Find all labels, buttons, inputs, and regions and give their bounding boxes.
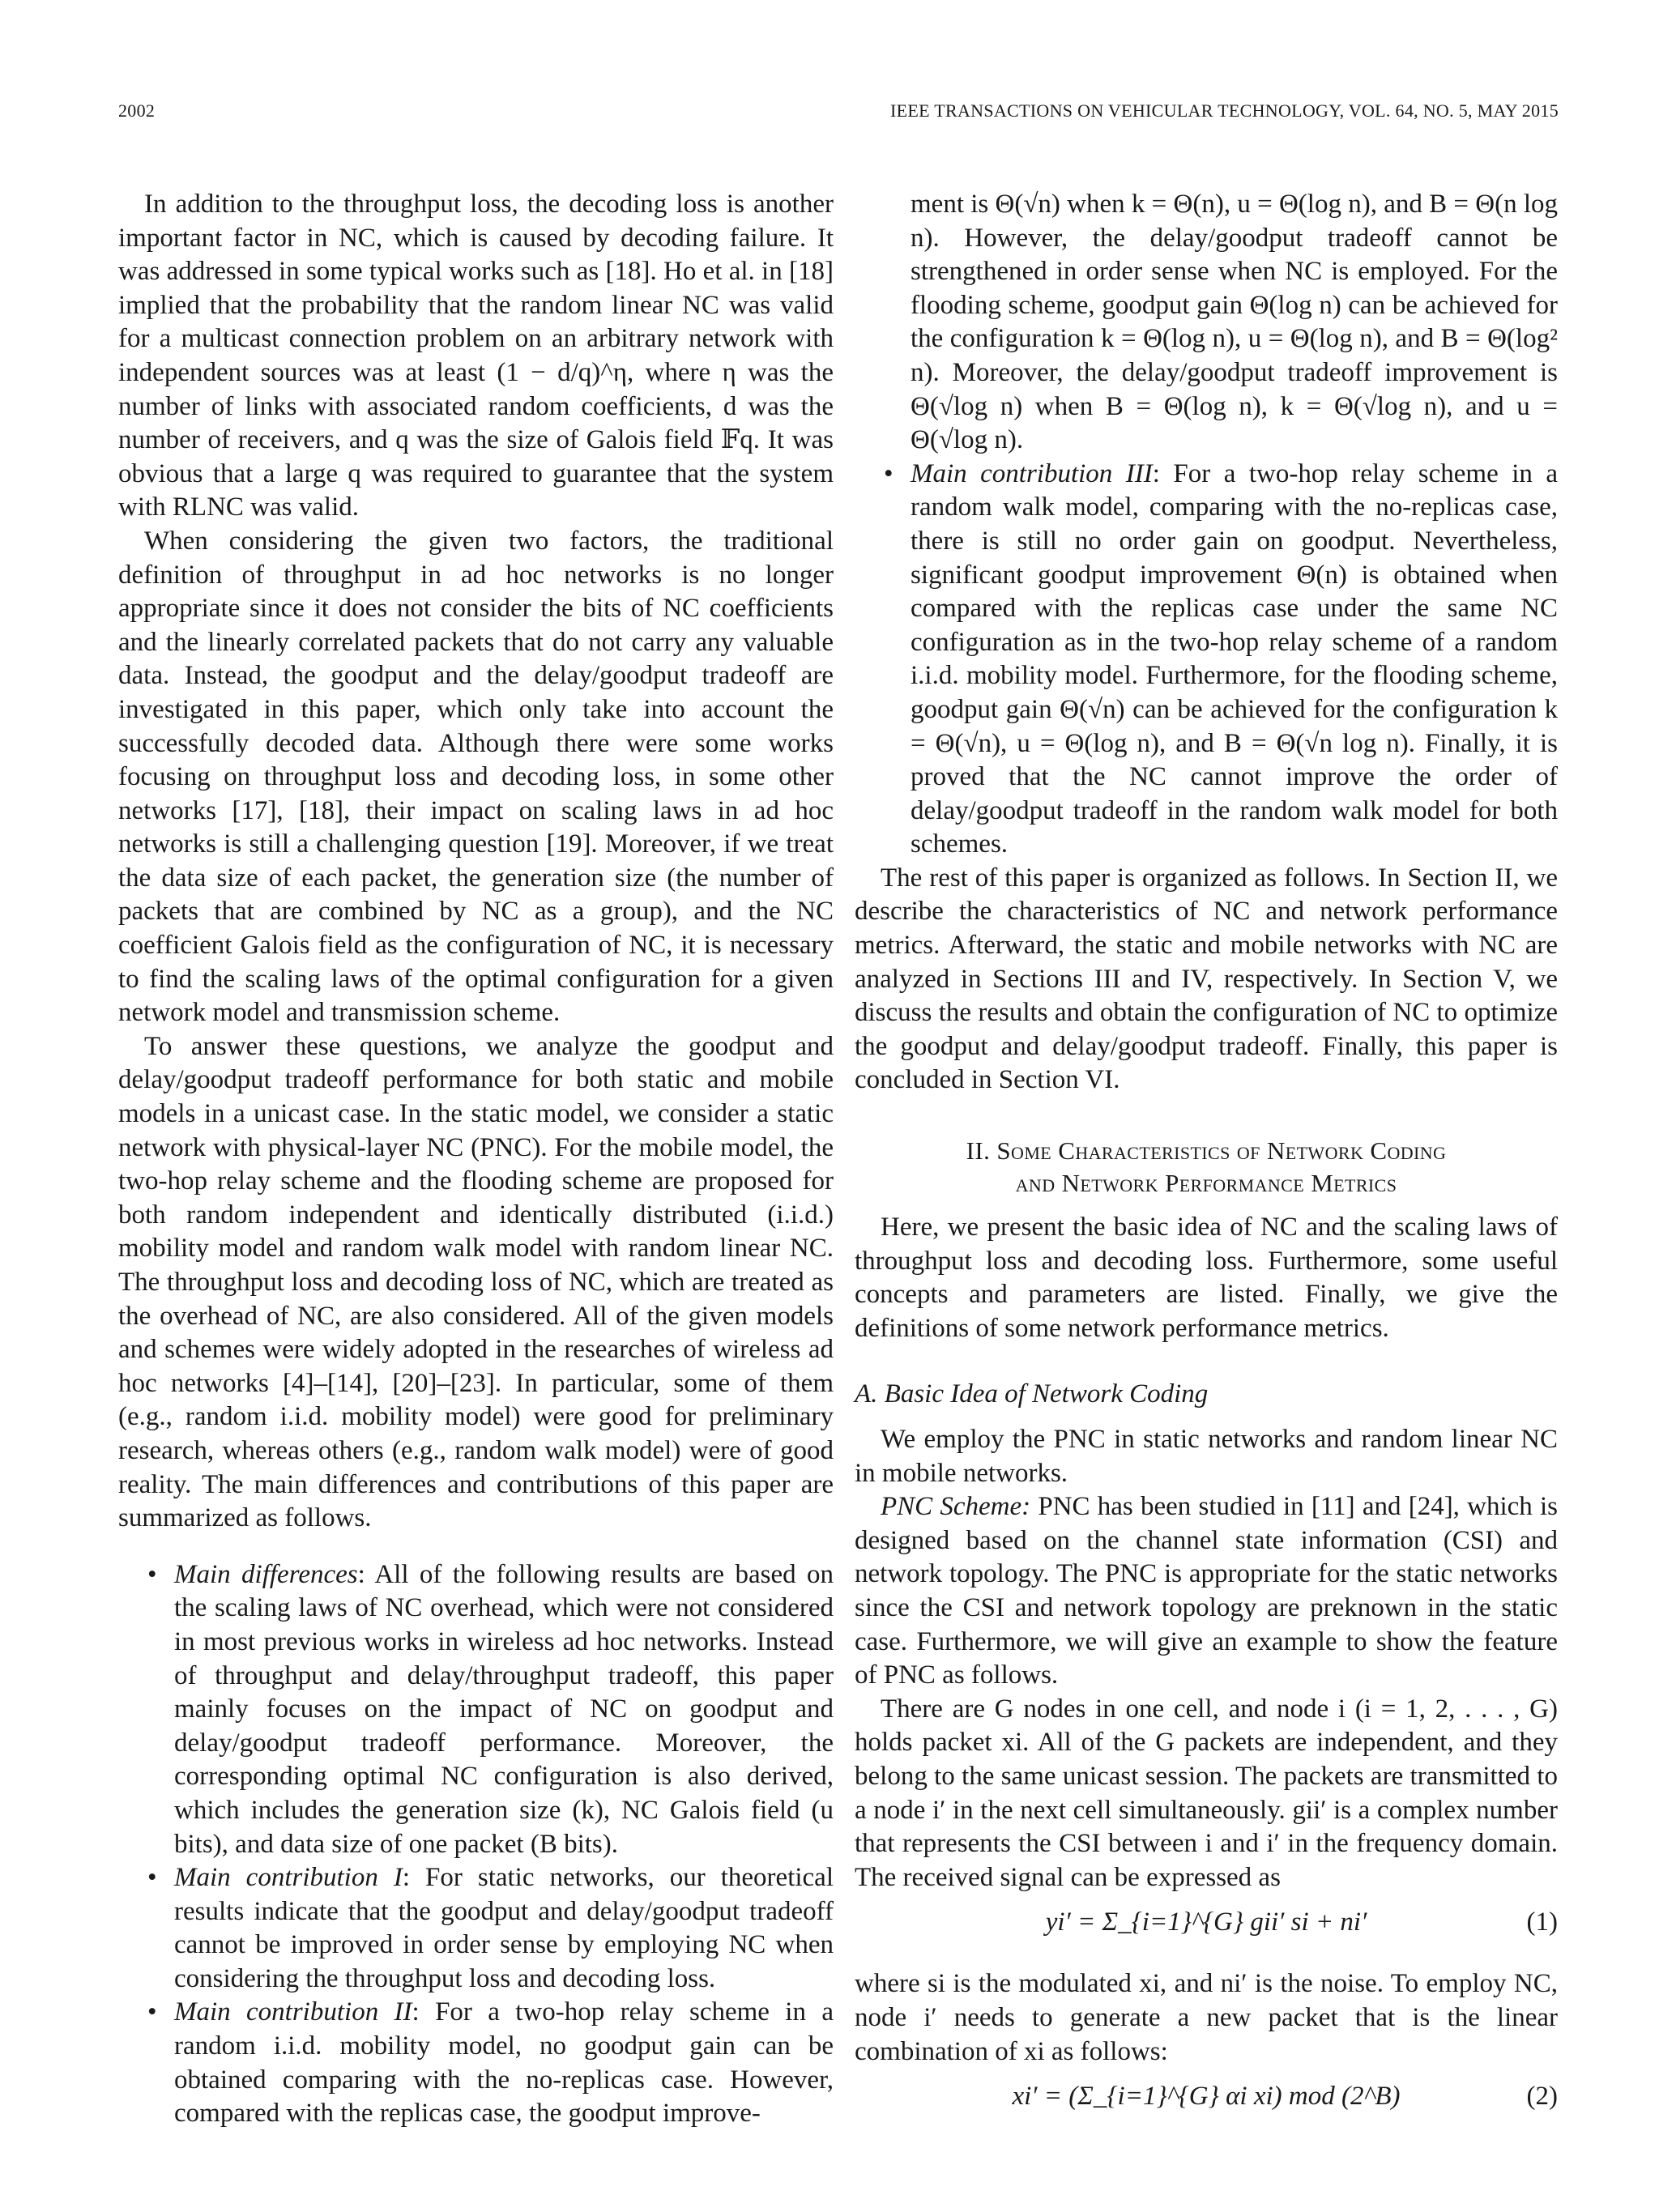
subsection-heading: A. Basic Idea of Network Coding: [855, 1379, 1209, 1409]
pnc-label: PNC Scheme:: [881, 1492, 1031, 1522]
list-item-contribution-2-continued: ment is Θ(√n) when k = Θ(n), u = Θ(log n), and B = Θ(n log n). However, the delay/goodput tradeoff cannot be strengthened in order sense when NC is employed. For the flooding scheme, goodput gain Θ(log n) can be achieved for the configuration k = Θ(log n), u = Θ(log n), and B = Θ(log² n). Moreover, the delay/goodput tradeoff improvement is Θ(√log n) when B = Θ(log n), k = Θ(√log n), and u = Θ(√log n).: [911, 190, 1558, 455]
bullet-text: : For a two-hop relay scheme in a random i.i.d. mobility model, no goodput gain can be obtained comparing with the no-replicas case. However, compared with the replicas case, the goodput improve-: [174, 1997, 834, 2129]
list-item-contribution-2: [118, 1996, 834, 2130]
paragraph-answer-questions: To answer these questions, we analyze the goodput and delay/goodput tradeoff performance for both static and mobile models in a unicast case. In the static model, we consider a static network with physical-layer NC (PNC). For the mobile model, the two-hop relay scheme and the flooding scheme are proposed for both random independent and identically distributed (i.i.d.) mobility model and random walk model with random linear NC. The throughput loss and decoding loss of NC, which are treated as the overhead of NC, are also considered. All of the given models and schemes were widely adopted in the researches of wireless ad hoc networks [4]–[14], [20]–[23]. In particular, some of them (e.g., random i.i.d. mobility model) were good for preliminary research, whereas others (e.g., random walk model) were of good reality. The main differences and contributions of this paper are summarized as follows.: [118, 1031, 834, 1533]
bullet-icon: •: [884, 458, 893, 488]
section-heading-line-2: and Network Performance Metrics: [1015, 1169, 1397, 1198]
equation-1-body: yi′ = Σ_{i=1}^{G} gii′ si + ni′: [1045, 1907, 1367, 1937]
bullet-text: : All of the following results are based on the scaling laws of NC overhead, which were not considered in most previous works in wireless ad hoc networks. Instead of throughput and delay/throughput tradeoff, this paper mainly focuses on the impact of NC on goodput and delay/goodput tradeoff performance. Moreover, the corresponding optimal NC configuration is also derived, which includes the generation size (k), NC Galois field (u bits), and data size of one packet (B bits).: [174, 1559, 834, 1859]
bullet-label: Main contribution I: [174, 1863, 403, 1893]
bullet-label: Main differences: [174, 1559, 358, 1589]
bullet-icon: •: [147, 1863, 157, 1893]
list-item-contribution-1: [118, 1861, 834, 1996]
pnc-text: PNC has been studied in [11] and [24], which is designed based on the channel state information (CSI) and network topology. The PNC is appropriate for the static networks since the CSI and network topology are preknown in the static case. Furthermore, we will give an example to show the feature of PNC as follows.: [855, 1492, 1559, 1690]
equation-1-number: (1): [1526, 1907, 1558, 1937]
section-heading-line-1: II. Some Characteristics of Network Coding: [966, 1136, 1447, 1166]
paragraph-where: where si is the modulated xi, and ni′ is the noise. To employ NC, node i′ needs to generate a new packet that is the linear combination of xi as follows:: [855, 1969, 1558, 2066]
bullet-icon: •: [147, 1997, 157, 2027]
left-column: [118, 188, 834, 2131]
equation-2-number: (2): [1526, 2082, 1558, 2112]
page-number: 2002: [118, 100, 156, 121]
paragraph-decoding-loss: In addition to the throughput loss, the decoding loss is another important factor in NC, which is caused by decoding failure. It was addressed in some typical works such as [18]. Ho et al. in [18] implied that the probability that the random linear NC was valid for a multicast connection problem on an arbitrary network with independent sources was at least (1 − d/q)^η, where η was the number of links with associated random coefficients, d was the number of receivers, and q was the size of Galois field 𝔽q. It was obvious that a large q was required to guarantee that the system with RLNC was valid.: [118, 190, 834, 522]
paragraph-nodes: There are G nodes in one cell, and node i (i = 1, 2, . . . , G) holds packet xi. All of the G packets are independent, and they belong to the same unicast session. The packets are transmitted to a node i′ in the next cell simultaneously. gii′ is a complex number that represents the CSI between i and i′ in the frequency domain. The received signal can be expressed as: [855, 1694, 1558, 1892]
paragraph-organization: The rest of this paper is organized as follows. In Section II, we describe the characteristics of NC and network performance metrics. Afterward, the static and mobile networks with NC are analyzed in Sections III and IV, respectively. In Section V, we discuss the results and obtain the configuration of NC to optimize the goodput and delay/goodput tradeoff. Finally, this paper is concluded in Section VI.: [855, 863, 1558, 1095]
list-item-main-differences: [118, 1558, 834, 1861]
bullet-label: Main contribution II: [174, 1997, 412, 2027]
bullet-text: : For a two-hop relay scheme in a random walk model, comparing with the no-replicas case, there is still no order gain on goodput. Nevertheless, significant goodput improvement Θ(n) is obtained when compared with the replicas case under the same NC configuration as in the two-hop relay scheme of a random i.i.d. mobility model. Furthermore, for the flooding scheme, goodput gain Θ(√n) can be achieved for the configuration k = Θ(√n), u = Θ(log n), and B = Θ(√n log n). Finally, it is proved that the NC cannot improve the order of delay/goodput tradeoff in the random walk model for both schemes.: [911, 458, 1558, 859]
paragraph-employ: We employ the PNC in static networks and random linear NC in mobile networks.: [855, 1425, 1558, 1488]
list-item-contribution-3: [855, 458, 1558, 862]
paragraph-two-factors: When considering the given two factors, the traditional definition of throughput in ad hoc networks is no longer appropriate since it does not consider the bits of NC coefficients and the linearly correlated packets that do not carry any valuable data. Instead, the goodput and the delay/goodput tradeoff are investigated in this paper, which only take into account the successfully decoded data. Although there were some works focusing on throughput loss and decoding loss, in some other networks [17], [18], their impact on scaling laws in ad hoc networks is still a challenging question [19]. Moreover, if we treat the data size of each packet, the generation size (the number of packets that are combined by NC as a group), and the NC coefficient Galois field as the configuration of NC, it is necessary to find the scaling laws of the optimal configuration for a given network model and transmission scheme.: [118, 526, 834, 1028]
bullet-icon: •: [147, 1559, 157, 1589]
bullet-label: Main contribution III: [911, 458, 1153, 488]
equation-2: [855, 2080, 1558, 2130]
contributions-list-continued: [855, 458, 1558, 862]
contributions-list: [118, 1558, 834, 2131]
section-heading: [855, 1135, 1558, 1200]
bullet-text: : For static networks, our theoretical results indicate that the goodput and delay/goodput tradeoff cannot be improved in order sense by employing NC when considering the throughput loss and decoding loss.: [174, 1863, 834, 1993]
running-header: IEEE TRANSACTIONS ON VEHICULAR TECHNOLOGY, VOL. 64, NO. 5, MAY 2015: [890, 100, 1559, 121]
equation-1: [855, 1906, 1558, 1956]
paragraph-pnc-scheme: [855, 1490, 1558, 1693]
right-column: [855, 188, 1558, 2142]
paragraph-section-intro: Here, we present the basic idea of NC and the scaling laws of throughput loss and decoding loss. Furthermore, some useful concepts and parameters are listed. Finally, we give the definitions of some network performance metrics.: [855, 1213, 1558, 1343]
equation-2-body: xi′ = (Σ_{i=1}^{G} αi xi) mod (2^B): [1012, 2082, 1401, 2112]
